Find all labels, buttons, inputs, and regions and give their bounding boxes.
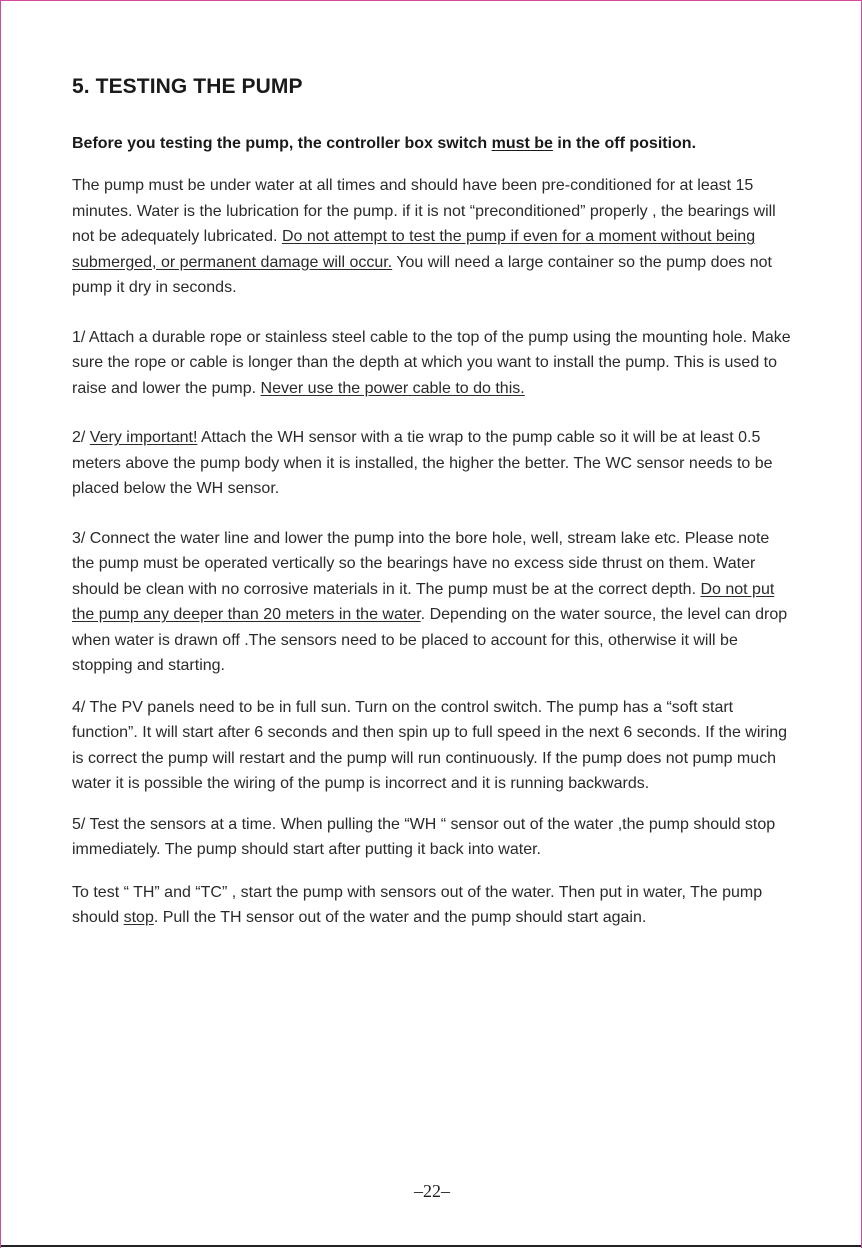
intro-paragraph bbox=[72, 173, 792, 301]
section-title: 5. TESTING THE PUMP bbox=[72, 75, 303, 98]
intro-text-1: The pump must be under water at all times and should have been pre-conditioned for at least 15 minutes. Water is the lubrication for the pump. if it is not “preconditioned” properly , the bearings will not be adequately lubricated. bbox=[72, 177, 776, 245]
intro-warning-underlined: Do not attempt to test the pump if even for a moment without being submerged, or permanent damage will occur. bbox=[72, 228, 756, 271]
bottom-border-rule bbox=[1, 1245, 861, 1247]
step-2-underlined: Very important! bbox=[89, 429, 198, 446]
intro-text-2: You will need a large container so the pump does not pump it dry in seconds. bbox=[72, 253, 772, 296]
step-2-text: Attach the WH sensor with a tie wrap to the pump cable so it will be at least 0.5 meters above the pump body when it is installed, the higher the better. The WC sensor needs to be placed below the WH sensor. bbox=[72, 429, 773, 497]
warning-lead bbox=[72, 131, 792, 156]
step-5-paragraph: 5/ Test the sensors at a time. When pulling the “WH “ sensor out of the water ,the pump should stop immediately. The pump should start after putting it back into water. bbox=[72, 815, 776, 858]
step-2-prefix: 2/ bbox=[72, 429, 90, 446]
lead-text-before: Before you testing the pump, the controller box switch bbox=[72, 135, 492, 152]
step-6-text-1: To test “ TH” and “TC” , start the pump with sensors out of the water. Then put in water, The pump should bbox=[72, 883, 763, 926]
lead-text-underlined: must be bbox=[491, 135, 553, 152]
step-1-paragraph bbox=[72, 325, 792, 402]
step-2-paragraph bbox=[72, 425, 792, 502]
lead-text-after: in the off position. bbox=[552, 135, 697, 152]
step-3-paragraph bbox=[72, 526, 792, 679]
step-1-text: 1/ Attach a durable rope or stainless steel cable to the top of the pump using the mounting hole. Make sure the rope or cable is longer than the depth at which you want to install the pump. This is used to raise and lower the pump. bbox=[72, 328, 791, 397]
step-3-underlined: Do not put the pump any deeper than 20 meters in the water bbox=[72, 580, 775, 623]
step-4-paragraph: 4/ The PV panels need to be in full sun. Turn on the control switch. The pump has a “soft start function”. It will start after 6 seconds and then spin up to full speed in the next 6 seconds. If the wiring is correct the pump will restart and the pump will run continuously. If the pump does not pump much water it is possible the wiring of the pump is incorrect and it is running backwards. bbox=[72, 698, 788, 792]
step-6-text-2: . Pull the TH sensor out of the water and the pump should start again. bbox=[153, 909, 647, 926]
step-3-text-2: . Depending on the water source, the level can drop when water is drawn off .The sensors need to be placed to account for this, otherwise it will be stopping and starting. bbox=[72, 606, 788, 674]
page-number: –22– bbox=[414, 1181, 450, 1201]
step-3-text-1: 3/ Connect the water line and lower the pump into the bore hole, well, stream lake etc. Please note the pump must be operated vertically so the bearings have no excess side thrust on them. Water should be clean with no corrosive materials in it. The pump must be at the correct depth. bbox=[72, 529, 770, 598]
step-1-underlined: Never use the power cable to do this. bbox=[260, 379, 525, 397]
step-6-underlined: stop bbox=[123, 909, 154, 926]
page-content bbox=[72, 75, 792, 931]
step-6-paragraph bbox=[72, 880, 792, 931]
